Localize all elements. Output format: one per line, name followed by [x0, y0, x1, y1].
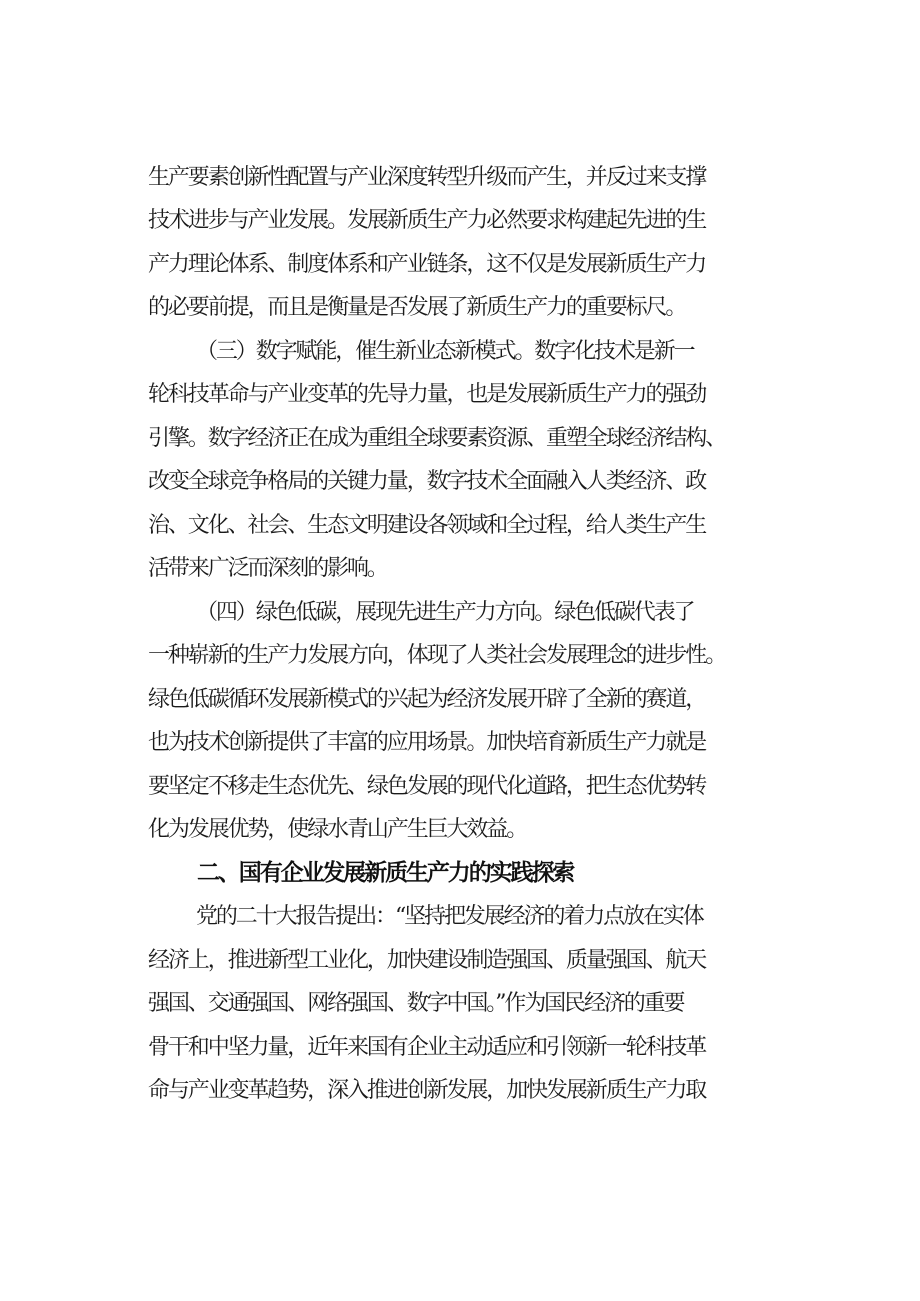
paragraph-line: 治、文化、社会、生态文明建设各领域和全过程，给人类生产生 — [148, 513, 706, 538]
paragraph-line: 一种崭新的生产力发展方向，体现了人类社会发展理念的进步性。 — [148, 643, 726, 668]
paragraph-line: 也为技术创新提供了丰富的应用场景。加快培育新质生产力就是 — [148, 730, 706, 755]
paragraph-line: 要坚定不移走生态优先、绿色发展的现代化道路，把生态优势转 — [148, 774, 706, 799]
paragraph-line: 改变全球竞争格局的关键力量，数字技术全面融入人类经济、政 — [148, 469, 706, 494]
paragraph-line: 命与产业变革趋势，深入推进创新发展，加快发展新质生产力取 — [148, 1078, 706, 1103]
paragraph-line: 产力理论体系、制度体系和产业链条，这不仅是发展新质生产力 — [148, 252, 706, 277]
paragraph-line: 强国、交通强国、网络强国、数字中国。”作为国民经济的重要 — [148, 991, 684, 1016]
paragraph-line: （四）绿色低碳，展现先进生产力方向。绿色低碳代表了 — [196, 600, 694, 625]
paragraph-line: 生产要素创新性配置与产业深度转型升级而产生，并反过来支撑 — [148, 165, 706, 190]
paragraph-line: 的必要前提，而且是衡量是否发展了新质生产力的重要标尺。 — [148, 295, 686, 320]
paragraph-line: 经济上，推进新型工业化，加快建设制造强国、质量强国、航天 — [148, 948, 706, 973]
paragraph-line: 活带来广泛而深刻的影响。 — [148, 556, 387, 581]
paragraph-line: 党的二十大报告提出：“坚持把发展经济的着力点放在实体 — [196, 904, 703, 929]
paragraph-line: （三）数字赋能，催生新业态新模式。数字化技术是新一 — [196, 339, 694, 364]
paragraph-line: 轮科技革命与产业变革的先导力量，也是发展新质生产力的强劲 — [148, 382, 706, 407]
paragraph-line: 骨干和中坚力量，近年来国有企业主动适应和引领新一轮科技革 — [148, 1035, 706, 1060]
paragraph-line: 引擎。数字经济正在成为重组全球要素资源、重塑全球经济结构、 — [148, 426, 726, 451]
paragraph-line: 化为发展优势，使绿水青山产生巨大效益。 — [148, 817, 527, 842]
paragraph-line: 技术进步与产业发展。发展新质生产力必然要求构建起先进的生 — [148, 208, 706, 233]
section-heading: 二、国有企业发展新质生产力的实践探索 — [197, 860, 574, 886]
paragraph-line: 绿色低碳循环发展新模式的兴起为经济发展开辟了全新的赛道， — [148, 687, 706, 712]
